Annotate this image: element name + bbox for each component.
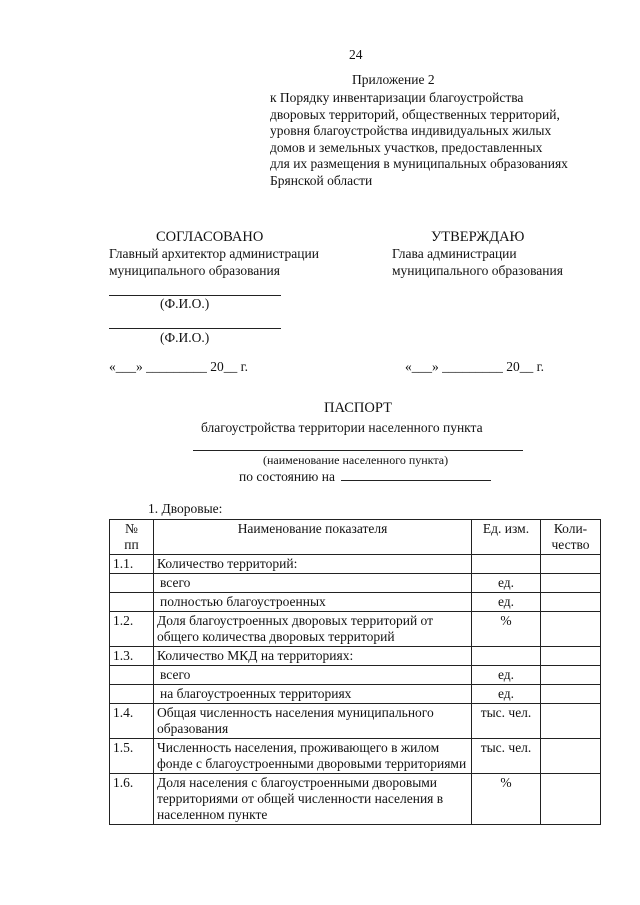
- table-row: [110, 647, 601, 666]
- appendix-line: к Порядку инвентаризации благоустройства: [270, 90, 524, 105]
- row-qty: [541, 574, 601, 593]
- appendix-line: для их размещения в муниципальных образованиях: [270, 156, 568, 171]
- row-unit: ед.: [472, 666, 541, 685]
- row-qty: [541, 593, 601, 612]
- row-num: [110, 574, 154, 593]
- appendix-line: домов и земельных участков, предоставленных: [270, 139, 543, 155]
- row-name: на благоустроенных территориях: [154, 685, 472, 704]
- row-qty: [541, 666, 601, 685]
- row-name: Количество МКД на территориях:: [154, 647, 472, 666]
- row-name: Доля благоустроенных дворовых территорий от общего количества дворовых территорий: [154, 612, 472, 647]
- settlement-caption: (наименование населенного пункта): [263, 453, 449, 467]
- row-num: 1.2.: [110, 612, 154, 647]
- table-header-row: [110, 520, 601, 555]
- row-qty: [541, 647, 601, 666]
- row-unit: [472, 647, 541, 666]
- table-row: [110, 593, 601, 612]
- passport-subtitle: благоустройства территории населенного пункта: [201, 420, 483, 435]
- approved-left-date: «___» _________ 20__ г.: [109, 359, 249, 374]
- row-qty: [541, 704, 601, 739]
- row-unit: ед.: [472, 685, 541, 704]
- passport-title: ПАСПОРТ: [324, 400, 392, 416]
- state-label-text: по состоянию на: [239, 469, 335, 484]
- row-num: 1.1.: [110, 555, 154, 574]
- state-label: [239, 468, 491, 485]
- approved-left-line2: муниципального образования: [109, 263, 280, 278]
- page-number: 24: [349, 47, 363, 62]
- row-num: 1.3.: [110, 647, 154, 666]
- section-title: 1. Дворовые:: [148, 501, 223, 516]
- signature-line: [109, 328, 281, 329]
- row-name: всего: [154, 666, 472, 685]
- row-unit: [472, 555, 541, 574]
- row-num: 1.5.: [110, 739, 154, 774]
- row-name: Доля населения с благоустроенными дворовыми территориями от общей численности населения в населенном пункте: [154, 774, 472, 825]
- row-name: полностью благоустроенных: [154, 593, 472, 612]
- approved-right-line2: муниципального образования: [392, 263, 563, 278]
- approved-left-heading: СОГЛАСОВАНО: [156, 229, 264, 245]
- approved-right-heading: УТВЕРЖДАЮ: [431, 229, 525, 245]
- row-qty: [541, 685, 601, 704]
- row-qty: [541, 774, 601, 825]
- header-num-line2: пп: [124, 537, 139, 552]
- header-unit: Ед. изм.: [472, 520, 541, 555]
- appendix-line: уровня благоустройства индивидуальных жилых: [270, 123, 552, 138]
- table-row: [110, 685, 601, 704]
- table-row: [110, 774, 601, 825]
- row-unit: тыс. чел.: [472, 739, 541, 774]
- approved-left-line1: Главный архитектор администрации: [109, 246, 319, 261]
- table-row: [110, 555, 601, 574]
- state-date-line: [341, 468, 491, 481]
- row-name: Численность населения, проживающего в жилом фонде с благоустроенными дворовыми территориями: [154, 739, 472, 774]
- fio-caption: (Ф.И.О.): [160, 330, 210, 345]
- header-name: Наименование показателя: [154, 520, 472, 555]
- row-num: [110, 685, 154, 704]
- table-row: [110, 704, 601, 739]
- appendix-title: Приложение 2: [352, 72, 435, 87]
- fio-caption: (Ф.И.О.): [160, 296, 210, 311]
- header-num: [110, 520, 154, 555]
- header-qty-line1: Коли-: [553, 521, 588, 536]
- table-row: [110, 666, 601, 685]
- row-num: 1.4.: [110, 704, 154, 739]
- row-unit: ед.: [472, 574, 541, 593]
- row-unit: %: [472, 612, 541, 647]
- header-qty: [541, 520, 601, 555]
- header-num-line1: №: [125, 521, 138, 536]
- appendix-text: [270, 90, 568, 189]
- appendix-line: дворовых территорий, общественных территорий,: [270, 106, 560, 122]
- row-num: [110, 593, 154, 612]
- appendix-line: Брянской области: [270, 172, 373, 188]
- row-qty: [541, 555, 601, 574]
- row-name: Общая численность населения муниципального образования: [154, 704, 472, 739]
- table-row: [110, 612, 601, 647]
- approved-right-line1: Глава администрации: [392, 246, 517, 261]
- table-row: [110, 574, 601, 593]
- row-num: [110, 666, 154, 685]
- row-unit: тыс. чел.: [472, 704, 541, 739]
- table-row: [110, 739, 601, 774]
- row-name: всего: [154, 574, 472, 593]
- row-unit: %: [472, 774, 541, 825]
- settlement-line: [193, 450, 523, 451]
- row-unit: ед.: [472, 593, 541, 612]
- row-qty: [541, 739, 601, 774]
- row-num: 1.6.: [110, 774, 154, 825]
- header-qty-line2: чество: [551, 537, 590, 552]
- row-qty: [541, 612, 601, 647]
- approved-right-date: «___» _________ 20__ г.: [405, 359, 545, 374]
- row-name: Количество территорий:: [154, 555, 472, 574]
- passport-table: [109, 519, 601, 825]
